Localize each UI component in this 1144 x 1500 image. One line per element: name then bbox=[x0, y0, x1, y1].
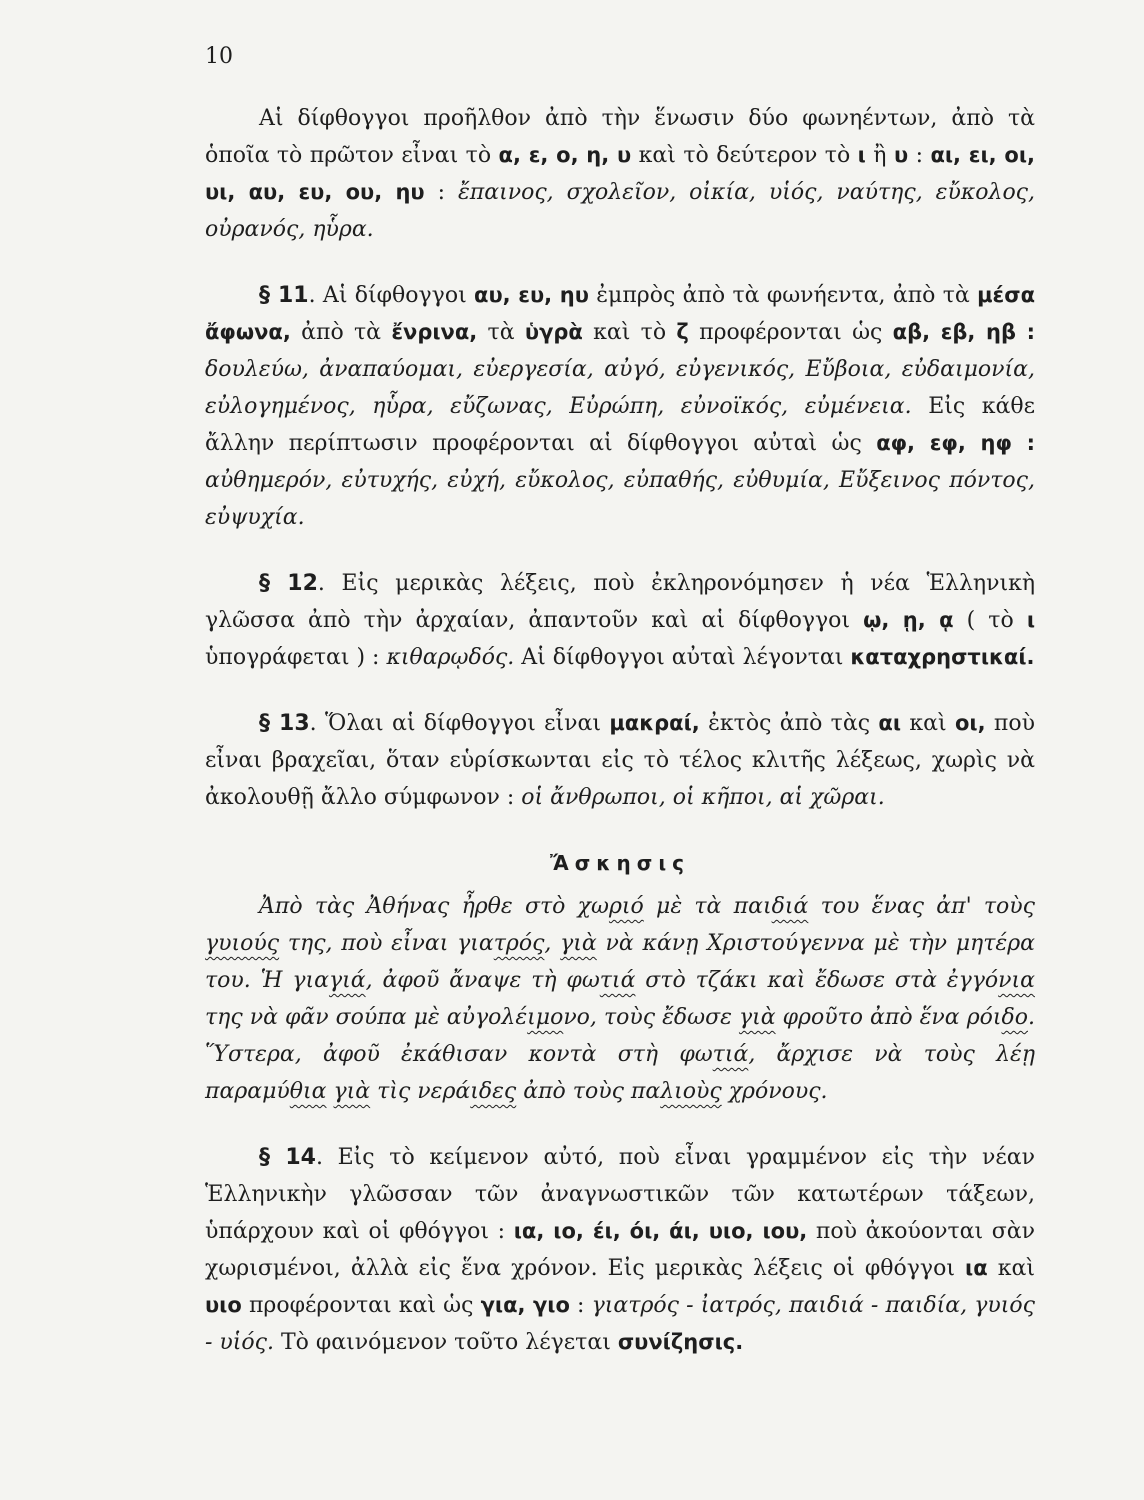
synizesis-mark: τιά bbox=[599, 968, 636, 993]
bold-term: ἔνρινα, bbox=[391, 320, 478, 344]
synizesis-mark: νια bbox=[998, 968, 1035, 993]
bold-term: αι, ει, οι, υι, αυ, ευ, ου, ηυ bbox=[205, 143, 1035, 204]
bold-term: ια, ιο, έι, όι, άι, υιο, ιου, bbox=[513, 1219, 808, 1243]
text-span: καὶ bbox=[901, 711, 955, 736]
bold-term: οι, bbox=[954, 711, 986, 735]
text-span: : bbox=[908, 143, 931, 168]
synizesis-mark: γιά bbox=[328, 968, 366, 993]
text-span: . Αἱ δίφθογγοι bbox=[308, 283, 475, 308]
synizesis-mark: γυιούς bbox=[205, 931, 280, 956]
bold-term: ι bbox=[857, 143, 866, 167]
synizesis-mark: τιά bbox=[712, 1042, 749, 1067]
section-13 bbox=[205, 705, 1035, 816]
synizesis-mark: διά bbox=[771, 894, 809, 919]
text-span: ὑπογράφεται ) : bbox=[205, 645, 387, 670]
text-span: νο, τοὺς ἔδωσε bbox=[563, 1005, 739, 1030]
text-span: χρόνους. bbox=[721, 1079, 828, 1104]
text-span: Αἱ δίφθογγοι αὐταὶ λέγονται bbox=[514, 645, 851, 670]
text-span: τὰ bbox=[477, 320, 525, 345]
bold-term: μακραί, bbox=[609, 711, 700, 735]
section-number: § 13 bbox=[259, 711, 310, 736]
section-14 bbox=[205, 1139, 1035, 1361]
section-number: § 14 bbox=[259, 1145, 316, 1170]
exercise-text bbox=[205, 888, 1035, 1110]
paragraph-diphthong-origin bbox=[205, 100, 1035, 248]
bold-term: συνίζησις. bbox=[617, 1330, 744, 1354]
text-span: καὶ bbox=[987, 1256, 1035, 1281]
text-span: . Εἰς μερικὰς λέξεις, ποὺ ἐκληρονόμησεν ἡ νέα Ἑλληνικὴ γλῶσσα ἀπὸ τὴν ἀρχαίαν, ἀπαντοῦν καὶ αἱ δίφθογγοι bbox=[205, 571, 1035, 633]
page-number: 10 bbox=[205, 44, 233, 69]
bold-term: υ bbox=[893, 143, 909, 167]
synizesis-mark: ιμο bbox=[527, 1005, 564, 1030]
bold-term: για, γιο bbox=[480, 1293, 570, 1317]
text-span: ποὺ εἶναι βραχεῖαι, ὅταν εὑρίσκωνται εἰς τὸ τέλος κλιτῆς λέξεως, χωρὶς νὰ ἀκολουθῇ ἄλλο σύμφωνον : bbox=[205, 711, 1035, 810]
synizesis-mark: ιδες bbox=[470, 1079, 517, 1104]
synizesis-mark: θια bbox=[289, 1079, 327, 1104]
bold-term: μέσα ἄφωνα, bbox=[205, 283, 1036, 344]
bold-term: ῳ, ῃ, ᾳ bbox=[863, 608, 954, 632]
exercise-heading: Ἄσκησις bbox=[550, 851, 690, 875]
text-span: τὶς νερά bbox=[370, 1079, 471, 1104]
bold-term: καταχρηστικαί. bbox=[850, 645, 1035, 669]
text-span: Τὸ φαινόμενον τοῦτο λέγεται bbox=[274, 1330, 618, 1355]
text-span bbox=[327, 1079, 334, 1104]
text-span: ἐμπρὸς ἀπὸ τὰ φωνήεντα, ἀπὸ τὰ bbox=[588, 283, 978, 308]
bold-term: α, ε, ο, η, υ bbox=[498, 143, 632, 167]
synizesis-mark: γιὰ bbox=[333, 1079, 371, 1104]
section-number: § 12 bbox=[259, 571, 318, 596]
text-span: Αἱ δίφθογγοι προῆλθον ἀπὸ τὴν ἕνωσιν δύο φωνηέντων, ἀπὸ τὰ ὁποῖα τὸ πρῶτον εἶναι τὸ bbox=[205, 106, 1035, 168]
text-span: . Ὅλαι αἱ δίφθογγοι εἶναι bbox=[309, 711, 610, 736]
text-span: ἐκτὸς ἀπὸ τὰς bbox=[699, 711, 879, 736]
bold-term: αι bbox=[878, 711, 902, 735]
text-span: : bbox=[569, 1293, 592, 1318]
text-span: , ἀφοῦ ἄναψε τὴ φω bbox=[365, 968, 600, 993]
page-content bbox=[205, 100, 1035, 1390]
text-span: ποὺ ἀκούονται σὰν χωρισμένοι, ἀλλὰ εἰς ἕνα χρόνον. Εἰς μερικὰς λέξεις οἱ φθόγγοι bbox=[205, 1219, 1035, 1281]
text-span: Εἰς κάθε ἄλλην περίπτωσιν προφέρονται αἱ δίφθογγοι αὐταὶ ὡς bbox=[205, 394, 1035, 456]
text-span: , bbox=[544, 931, 561, 956]
section-12 bbox=[205, 565, 1035, 676]
text-span: προφέρονται ὡς bbox=[688, 320, 893, 345]
section-number: § 11 bbox=[259, 283, 309, 308]
text-span: στὸ τζάκι καὶ ἔδωσε στὰ ἐγγό bbox=[635, 968, 999, 993]
synizesis-mark: γιὰ bbox=[738, 1005, 776, 1030]
text-span: ἀπὸ τοὺς πα bbox=[516, 1079, 661, 1104]
text-span: καὶ τὸ bbox=[582, 320, 677, 345]
italic-examples: δουλεύω, ἀναπαύομαι, εὐεργεσία, αὐγό, εὐγενικός, Εὔβοια, εὐδαιμονία, εὐλογημένος, ηὗρα, εὔζωνας, Εὐρώπη, εὐνοϊκός, εὐμένεια. bbox=[205, 357, 1035, 419]
text-span: . Εἰς τὸ κείμενον αὐτό, ποὺ εἶναι γραμμένον εἰς τὴν νέαν Ἑλληνικὴν γλῶσσαν τῶν ἀναγνωστικῶν τῶν κατωτέρων τάξεων, ὑπάρχουν καὶ οἱ φθόγγοι : bbox=[205, 1145, 1036, 1244]
text-span: . Ὕστερα, ἀφοῦ ἐκάθισαν κοντὰ στὴ φω bbox=[205, 1005, 1035, 1067]
italic-examples: οἱ ἄνθρωποι, οἱ κῆποι, αἱ χῶραι. bbox=[521, 785, 885, 810]
bold-term: ζ bbox=[676, 320, 689, 344]
bold-term: ι bbox=[1026, 608, 1035, 632]
text-span: νὰ κάνῃ Χριστούγεννα μὲ τὴν μητέρα του. Ἡ για bbox=[205, 931, 1035, 993]
text-span: , ἄρχισε νὰ τοὺς λέῃ παραμύ bbox=[205, 1042, 1035, 1104]
bold-term: αβ, εβ, ηβ : bbox=[892, 320, 1036, 344]
italic-examples: αὐθημερόν, εὐτυχής, εὐχή, εὔκολος, εὐπαθής, εὐθυμία, Εὔξεινος πόντος, εὐψυχία. bbox=[205, 468, 1035, 530]
text-span: ( τὸ bbox=[953, 608, 1027, 633]
bold-term: υιο bbox=[205, 1293, 242, 1317]
bold-term: ια bbox=[965, 1256, 988, 1280]
italic-examples: κιθαρῳδός. bbox=[386, 645, 515, 670]
italic-examples: ἔπαινος, σχολεῖον, οἰκία, υἱός, ναύτης, εὔκολος, οὐρανός, ηὗρα. bbox=[205, 180, 1035, 242]
text-span: μὲ τὰ παι bbox=[643, 894, 772, 919]
synizesis-mark: γιὰ bbox=[560, 931, 597, 956]
text-span: : bbox=[424, 180, 458, 205]
text-span: φροῦτο ἀπὸ ἕνα ρόι bbox=[775, 1005, 1002, 1030]
synizesis-mark: ριό bbox=[608, 894, 644, 919]
text-span: Ἀπὸ τὰς Ἀθήνας ἦρθε στὸ χω bbox=[259, 894, 609, 919]
text-span: του ἕνας ἀπ' τοὺς bbox=[808, 894, 1035, 919]
text-span: της νὰ φᾶν σούπα μὲ αὐγολέ bbox=[205, 1005, 528, 1030]
bold-term: ὑγρὰ bbox=[524, 320, 583, 344]
text-span: προφέρονται καὶ ὡς bbox=[241, 1293, 481, 1318]
bold-term: αυ, ευ, ηυ bbox=[474, 283, 589, 307]
synizesis-mark: τρός bbox=[493, 931, 545, 956]
text-span: καὶ τὸ δεύτερον τὸ bbox=[631, 143, 858, 168]
section-11 bbox=[205, 277, 1035, 536]
italic-examples: γιατρός - ἰατρός, παιδιά - παιδία, γυιός - υἱός. bbox=[205, 1293, 1035, 1355]
text-span: της, ποὺ εἶναι για bbox=[279, 931, 494, 956]
synizesis-mark: δο bbox=[1001, 1005, 1028, 1030]
bold-term: αφ, εφ, ηφ : bbox=[876, 431, 1035, 455]
text-span: ἀπὸ τὰ bbox=[290, 320, 392, 345]
text-span: ἢ bbox=[865, 143, 894, 168]
synizesis-mark: λιοὺς bbox=[660, 1079, 722, 1104]
